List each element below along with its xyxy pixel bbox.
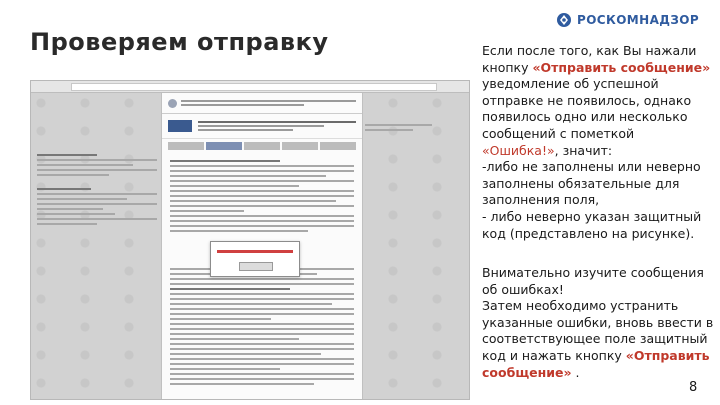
site-page [161, 93, 363, 399]
roskomnadzor-logo [556, 12, 699, 28]
instruction-paragraph-2 [482, 265, 714, 381]
paragraph1-text-2: уведомление об успешной отправке не появилось, однако появилось одно или несколько сообщений с пометкой [482, 76, 692, 141]
paragraph2-text-2: Затем необходимо устранить указанные ошибки, вновь ввести в соответствующее поле защитный код и нажать кнопку [482, 298, 714, 363]
site-header [162, 93, 362, 114]
paragraph1-text-4: -либо не заполнены или неверно заполнены обязательные для заполнения поля, [482, 159, 701, 208]
button-name-highlight-2: «Отправить сообщение» [482, 347, 710, 380]
paragraph2-text-1: Внимательно изучите сообщения об ошибках! [482, 265, 704, 297]
page-number: 8 [689, 380, 698, 395]
paragraph2-text-3: . [571, 364, 580, 380]
logo-icon [556, 12, 572, 28]
error-dialog [210, 241, 300, 277]
site-left-column [37, 151, 157, 228]
site-brand-bar [162, 114, 362, 139]
browser-url-field [71, 83, 437, 91]
slide-title: Проверяем отправку [30, 28, 329, 56]
error-ok-button [239, 262, 273, 271]
error-mark-highlight: «Ошибка!» [482, 142, 555, 158]
paragraph1-text-3: , значит: [554, 142, 613, 158]
paragraph1-text-6: (представлено на рисунке). [505, 225, 695, 241]
error-message [217, 250, 293, 253]
paragraph1-text-1: Если после того, как Вы нажали кнопку [482, 43, 697, 75]
site-logo-icon [168, 120, 192, 132]
button-name-highlight: «Отправить сообщение» [532, 59, 711, 75]
crest-icon [168, 99, 177, 108]
logo-text: РОСКОМНАДЗОР [577, 13, 700, 27]
site-right-column [365, 121, 461, 134]
browser-address-bar [31, 81, 469, 93]
site-nav [162, 139, 362, 153]
paragraph1-text-5: - либо неверно указан защитный код [482, 208, 702, 241]
website-screenshot [30, 80, 470, 400]
instruction-paragraph-1 [482, 43, 714, 242]
